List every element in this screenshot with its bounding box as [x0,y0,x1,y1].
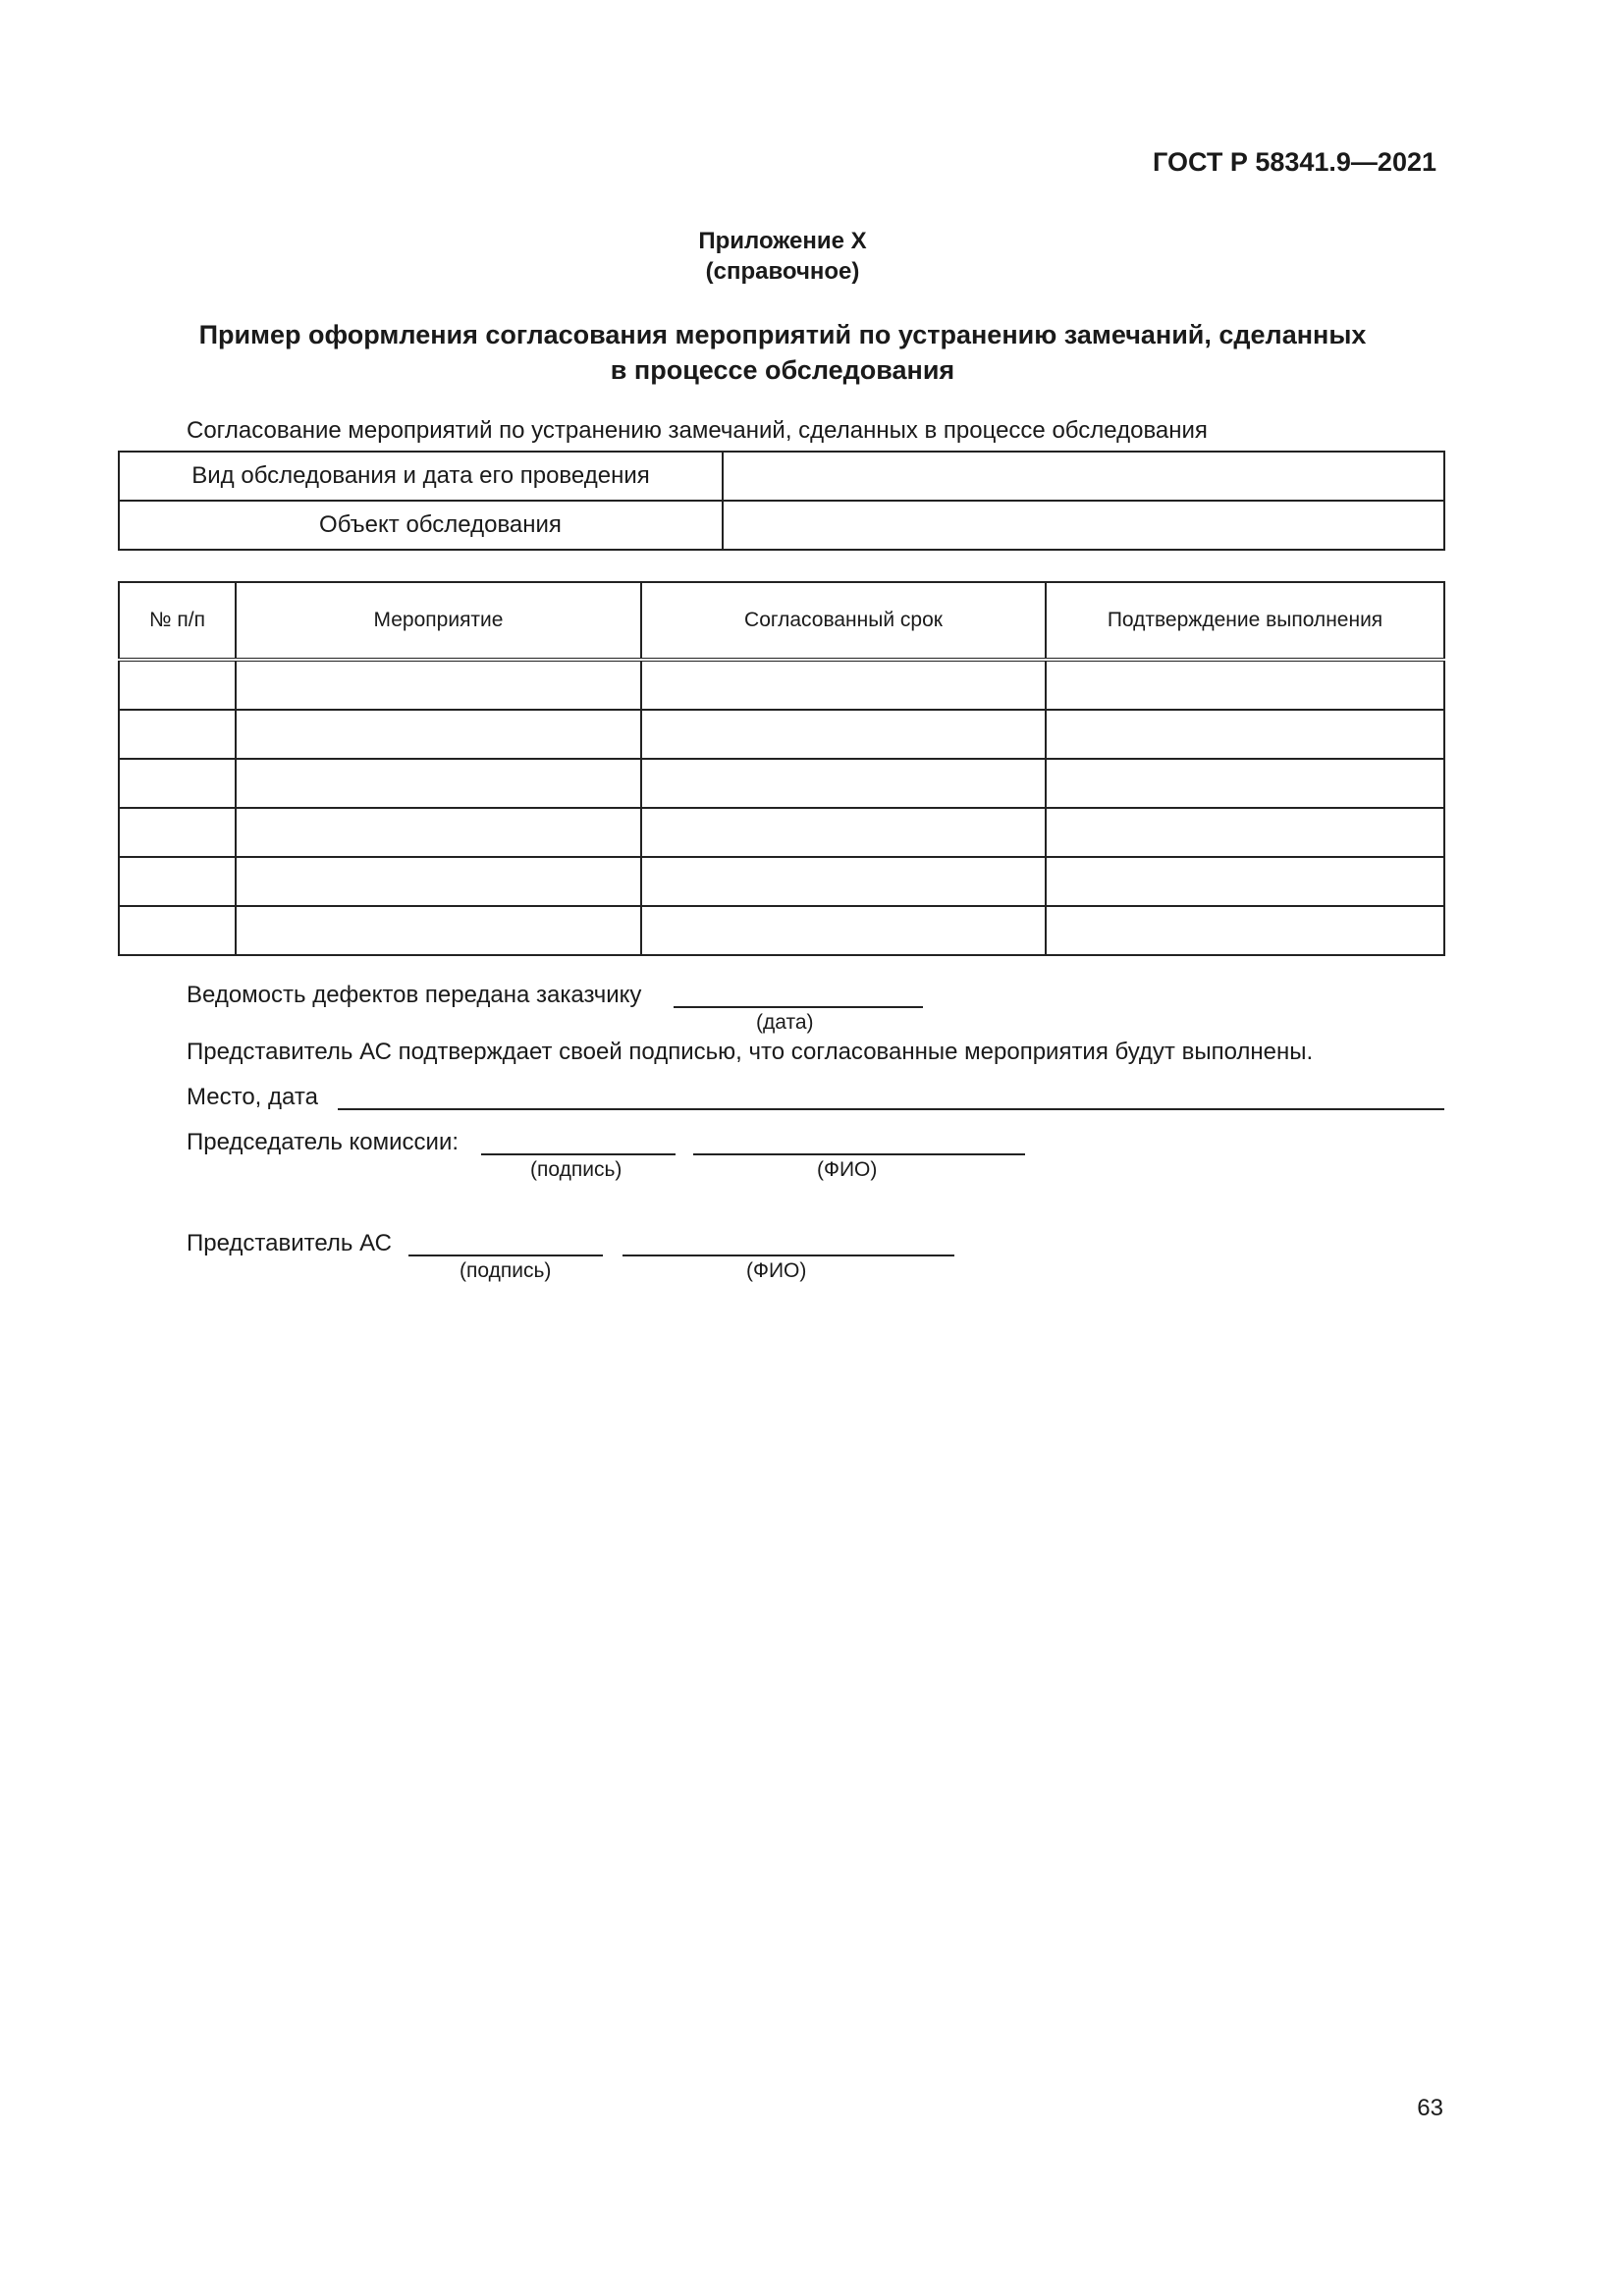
survey-object-label: Объект обследования [119,501,723,550]
chairman-name-line[interactable] [693,1153,1025,1155]
page-number: 63 [1417,2095,1443,2121]
table-row [119,660,1444,710]
place-date-label: Место, дата [187,1084,318,1110]
place-date-field-line[interactable] [338,1108,1444,1110]
chairman-name-caption: (ФИО) [817,1158,878,1181]
table-cell[interactable] [1046,759,1444,808]
appendix-title: Приложение X [698,228,867,254]
table-row [119,501,1444,550]
table-cell[interactable] [1046,710,1444,759]
table-header-row [119,582,1444,660]
table-row [119,452,1444,501]
col-confirmation-header: Подтверждение выполнения [1046,582,1444,660]
table-cell[interactable] [236,906,641,955]
table-cell[interactable] [641,660,1046,710]
table-cell[interactable] [119,857,236,906]
measures-table [118,581,1445,956]
document-title-line2: в процессе обследования [610,355,955,385]
intro-text: Согласование мероприятий по устранению замечаний, сделанных в процессе обследования [187,417,1208,444]
table-cell[interactable] [641,906,1046,955]
table-row [119,906,1444,955]
table-row [119,857,1444,906]
representative-name-caption: (ФИО) [746,1259,807,1282]
table-cell[interactable] [119,759,236,808]
document-title-line1: Пример оформления согласования мероприятий по устранению замечаний, сделанных [198,320,1367,349]
table-cell[interactable] [236,660,641,710]
table-cell[interactable] [119,660,236,710]
table-cell[interactable] [641,808,1046,857]
table-cell[interactable] [641,759,1046,808]
table-row [119,710,1444,759]
info-table [118,451,1445,551]
survey-object-value[interactable] [723,501,1444,550]
table-cell[interactable] [236,808,641,857]
representative-label: Представитель АС [187,1230,392,1256]
col-deadline-header: Согласованный срок [641,582,1046,660]
table-cell[interactable] [1046,906,1444,955]
table-cell[interactable] [641,710,1046,759]
table-cell[interactable] [236,759,641,808]
table-cell[interactable] [1046,808,1444,857]
appendix-subtitle: (справочное) [705,258,860,285]
confirm-text: Представитель АС подтверждает своей подписью, что согласованные мероприятия будут выполнены. [187,1039,1314,1065]
table-cell[interactable] [119,906,236,955]
representative-name-line[interactable] [623,1255,954,1256]
table-cell[interactable] [1046,857,1444,906]
table-row [119,759,1444,808]
table-cell[interactable] [236,857,641,906]
defects-text: Ведомость дефектов передана заказчику [187,982,642,1008]
table-cell[interactable] [641,857,1046,906]
table-cell[interactable] [236,710,641,759]
col-measure-header: Мероприятие [236,582,641,660]
table-cell[interactable] [119,808,236,857]
representative-signature-line[interactable] [408,1255,603,1256]
chairman-signature-caption: (подпись) [530,1158,623,1181]
table-cell[interactable] [1046,660,1444,710]
date-caption: (дата) [756,1011,814,1034]
survey-type-label: Вид обследования и дата его проведения [119,452,723,501]
standard-header: ГОСТ Р 58341.9—2021 [1153,147,1436,177]
survey-type-value[interactable] [723,452,1444,501]
table-row [119,808,1444,857]
chairman-signature-line[interactable] [481,1153,676,1155]
date-field-line[interactable] [674,1006,923,1008]
col-number-header: № п/п [119,582,236,660]
chairman-label: Председатель комиссии: [187,1129,460,1155]
representative-signature-caption: (подпись) [460,1259,552,1282]
table-cell[interactable] [119,710,236,759]
